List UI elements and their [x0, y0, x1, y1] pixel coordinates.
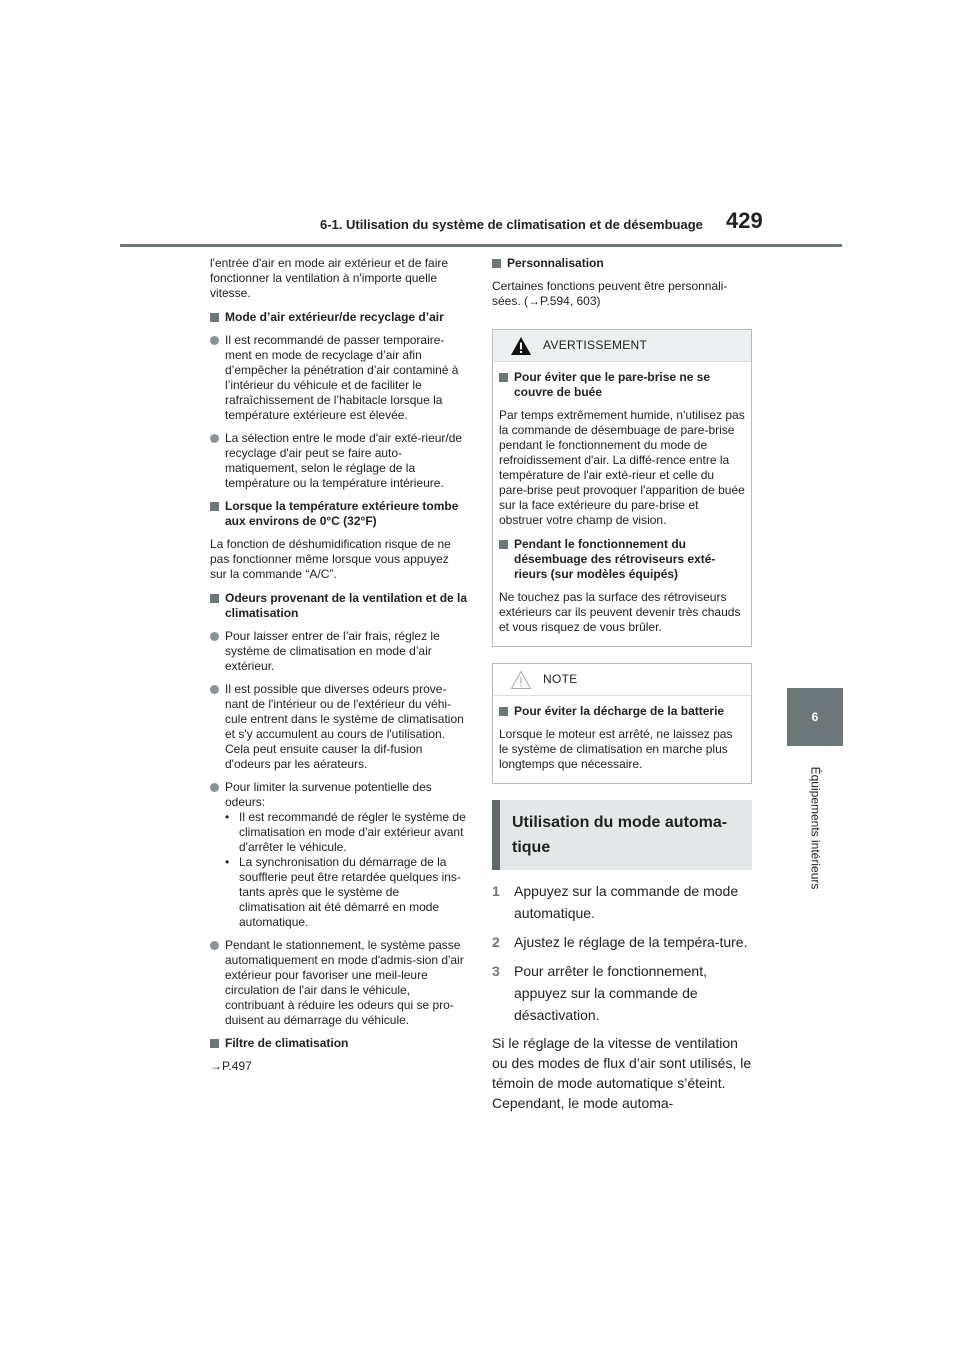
sub-item: • La synchronisation du démarrage de la soufflerie peut être retardée quelques ins-tants après que le système de climatisation ait été démarré en mode automatique.	[225, 855, 461, 929]
bullet-item: Pour limiter la survenue potentielle des odeurs: • Il est recommandé de régler le système de climatisation en mode d'air extérieur avant d'arrêter le véhicule. • La synchronisation du démarrage de la soufflerie peut être retardée quelques ins-tants après que le système de climatisation ait été démarré en mode automatique.	[210, 780, 468, 930]
bullet-item: La sélection entre le mode d'air exté-rieur/de recyclage d'air peut se faire auto-matiquement, selon le réglage de la température ou la température intérieure.	[210, 431, 468, 491]
circle-bullet-icon	[210, 685, 219, 694]
bullet-item: Pendant le stationnement, le système passe automatiquement en mode d'admis-sion d'air extérieur pour favoriser une meil-leure circulation de l'air dans le véhicule, contribuant à réduire les odeurs qui se pro-duisent au démarrage du véhicule.	[210, 938, 468, 1028]
header-divider	[120, 244, 842, 247]
chapter-tab-number: 6	[811, 710, 819, 724]
circle-bullet-icon	[210, 632, 219, 641]
sub-item: • Il est recommandé de régler le système de climatisation en mode d'air extérieur avant d'arrêter le véhicule.	[225, 810, 466, 854]
bullet-item: Il est possible que diverses odeurs prove-nant de l'intérieur ou de l'extérieur du véhi-cule entrent dans le système de climatisation et s'y accumulent au cours de l'utilisation. Cela peut ensuite causer la dif-fusion d'odeurs par les aérateurs.	[210, 682, 468, 772]
step-item: 2 Ajustez le réglage de la tempéra-ture.	[492, 934, 748, 950]
bullet-item: Pour laisser entrer de l’air frais, réglez le système de climatisation en mode d’air extérieur.	[210, 629, 468, 674]
left-column	[210, 256, 468, 1083]
closing-paragraph: Si le réglage de la vitesse de ventilation ou des modes de flux d’air sont utilisés, le témoin de mode automatique s’éteint. Cependant, le mode automa-	[492, 1035, 752, 1111]
square-bullet-icon	[499, 373, 508, 382]
warning-heading: Pour éviter que le pare-brise ne se couvre de buée	[499, 370, 745, 400]
circle-bullet-icon	[210, 336, 219, 345]
warning-box-header	[493, 330, 751, 362]
warning-paragraph: Par temps extrêmement humide, n'utilisez pas la commande de désembuage de pare-brise pendant le fonctionnement du mode de refroidissement d'air. La diffé-rence entre la température de l'air exté-rieur et celle du pare-brise peut provoquer l'apparition de buée sur la face extérieure du pare-brise et obstruer votre champ de vision.	[499, 408, 745, 527]
warning-triangle-icon	[510, 336, 532, 356]
heading-air-mode: Mode d’air extérieur/de recyclage d’air	[210, 310, 468, 325]
page-number: 429	[726, 208, 763, 233]
note-paragraph: Lorsque le moteur est arrêté, ne laissez pas le système de climatisation en marche plus longtemps que nécessaire.	[499, 727, 733, 771]
square-bullet-icon	[499, 540, 508, 549]
heading-low-temperature: Lorsque la température extérieure tombe aux environs de 0°C (32°F)	[210, 499, 468, 529]
bullet-item: Il est recommandé de passer temporaire-ment en mode de recyclage d’air afin d’empêcher la pénétration d’air contaminé à l’intérieur du véhicule et de faciliter le rafraîchissement de l’habitacle lorsque la température extérieure est élevée.	[210, 333, 468, 423]
step-item: 3 Pour arrêter le fonctionnement, appuyez sur la commande de désactivation.	[492, 963, 707, 1023]
page-reference-link[interactable]: →P.497	[210, 1059, 252, 1073]
note-heading: Pour éviter la décharge de la batterie	[499, 704, 745, 719]
chapter-title: 6-1. Utilisation du système de climatisation et de désembuage	[320, 217, 703, 232]
step-item: 1 Appuyez sur la commande de mode automatique.	[492, 883, 739, 921]
note-label: NOTE	[543, 672, 578, 686]
circle-bullet-icon	[210, 941, 219, 950]
section-heading: Utilisation du mode automa-tique	[492, 800, 752, 870]
note-box-header	[493, 664, 751, 696]
warning-heading: Pendant le fonctionnement du désembuage des rétroviseurs exté-rieurs (sur modèles équipés)	[499, 537, 745, 582]
personalization-paragraph: Certaines fonctions peuvent être personnali-sées. (→P.594, 603)	[492, 279, 728, 308]
square-bullet-icon	[210, 502, 219, 511]
intro-paragraph: l'entrée d'air en mode air extérieur et de faire fonctionner la ventilation à n'importe quelle vitesse.	[210, 256, 449, 300]
square-bullet-icon	[492, 259, 501, 268]
square-bullet-icon	[210, 594, 219, 603]
right-column	[492, 256, 752, 1122]
chapter-tab-label: Équipements intérieurs	[808, 766, 823, 890]
warning-box-body	[493, 362, 751, 646]
heading-odors: Odeurs provenant de la ventilation et de la climatisation	[210, 591, 468, 621]
square-bullet-icon	[499, 707, 508, 716]
circle-bullet-icon	[210, 434, 219, 443]
square-bullet-icon	[210, 313, 219, 322]
heading-filter: Filtre de climatisation	[210, 1036, 468, 1051]
note-box	[492, 663, 752, 784]
caution-triangle-icon	[510, 670, 532, 690]
chapter-tab[interactable]	[787, 688, 843, 746]
note-box-body	[493, 696, 751, 783]
low-temperature-paragraph: La fonction de déshumidification risque de ne pas fonctionner même lorsque vous appuyez sur la commande “A/C”.	[210, 537, 451, 581]
chapter-tab-label-container	[782, 758, 848, 898]
circle-bullet-icon	[210, 783, 219, 792]
warning-box	[492, 329, 752, 647]
square-bullet-icon	[210, 1039, 219, 1048]
warning-paragraph: Ne touchez pas la surface des rétroviseurs extérieurs car ils peuvent devenir très chauds et vous risquez de vous brûler.	[499, 590, 741, 634]
warning-label: AVERTISSEMENT	[543, 338, 648, 352]
heading-personalization: Personnalisation	[492, 256, 752, 271]
